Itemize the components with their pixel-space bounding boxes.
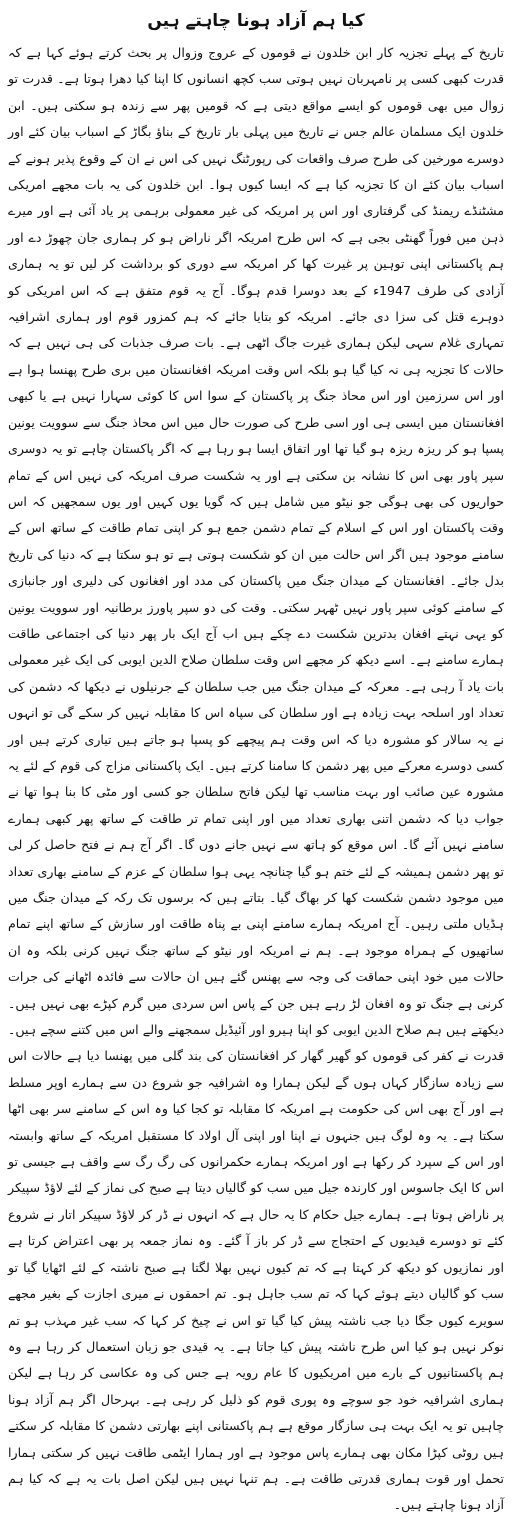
- article-body: [8, 40, 504, 1519]
- article-headline: کیا ہم آزاد ہونا چاہتے ہیں: [147, 11, 365, 31]
- article-paragraph: تاریخ کے پہلے تجزیہ کار ابن خلدون نے قوموں کے عروج وزوال پر بحث کرتے ہوئے کہا ہے کہ قدرت کبھی کسی پر نامہربان نہیں ہوتی سب کچھ انسانوں کا اپنا کیا دھرا ہوتا ہے۔ قدرت تو زوال میں بھی قوموں کو ایسے مواقع دیتی ہے کہ قومیں پھر سے زندہ ہو سکتی ہیں۔ ابن خلدون ایک مسلمان عالم جس نے تاریخ میں پہلی بار تاریخ کے بناؤ بگاڑ کے اسباب بیان کئے اور دوسرے مورخین کی طرح صرف واقعات کی رپورٹنگ نہیں کی اس نے ان کے وقوع پذیر ہونے کے اسباب بیان کئے ان کا تجزیہ کیا ہے کہ ایسا کیوں ہوا۔ ابن خلدون کی یہ بات مجھے امریکی مشٹنڈے ریمنڈ کی گرفتاری اور اس پر امریکہ کی غیر معمولی برہمی پر یاد آئی ہے اور میرے ذہن میں فوراً گھنٹی بجی ہے کہ اس طرح امریکہ اگر ناراض ہو کر ہماری جان چھوڑ دے اور ہم پاکستانی اپنی توہین پر غیرت کھا کر امریکہ سے دوری کو برداشت کر لیں تو یہ ہماری آزادی کی طرف 1947ء کے بعد دوسرا قدم ہوگا۔ آج یہ قوم متفق ہے کہ اس امریکی کو دوہرے قتل کی سزا دی جائے۔ امریکہ کو بتایا جائے کہ ہم کمزور قوم اور ہماری اشرافیہ تمہاری غلام سہی لیکن ہماری غیرت جاگ اٹھی ہے۔ بات صرف جذبات کی ہی نہیں ہے کہ حالات کا تجزیہ ہی نہ کیا گیا ہو بلکہ اس وقت امریکہ افغانستان میں بری طرح پھنسا ہوا ہے اور اس سرزمین اور اس محاذ جنگ پر پاکستان کے سوا اس کا کوئی سہارا نہیں ہے یا کبھی افغانستان میں ایسی ہی اور اسی طرح کی صورت حال میں اس محاذ جنگ سے سوویت یونین پسپا ہو کر ریزہ ریزہ ہو گیا تھا اور اتفاق ایسا ہو رہا ہے کہ اگر پاکستان چاہے تو یہ دوسری سپر پاور بھی اس کا نشانہ بن سکتی ہے اور یہ شکست صرف امریکہ کی نہیں اس کے تمام حواریوں کی بھی ہوگی جو نیٹو میں شامل ہیں کہ گویا یوں کہیں اور یوں سمجھیں کہ اس وقت پاکستان اور اس کے اسلام کے تمام دشمن جمع ہو کر اپنی تمام طاقت کے ساتھ اس کے سامنے موجود ہیں اگر اس حالت میں ان کو شکست ہوتی ہے تو ہو سکتا ہے کہ دنیا کی تاریخ بدل جائے۔ افغانستان کے میدان جنگ میں پاکستان کی مدد اور افغانوں کی دلیری اور جانبازی کے سامنے کوئی سپر پاور نہیں ٹھہر سکتی۔ وقت کی دو سپر پاورز برطانیہ اور سوویت یونین کو یہی نہتے افغان بدترین شکست دے چکے ہیں اب آج ایک بار پھر دنیا کی اجتماعی طاقت ہمارے سامنے ہے۔ اسے دیکھ کر مجھے اس وقت سلطان صلاح الدین ایوبی کی ایک غیر معمولی بات یاد آ رہی ہے۔ معرکہ کے میدان جنگ میں جب سلطان کے جرنیلوں نے دیکھا کہ دشمن کی تعداد اور اسلحہ بہت زیادہ ہے اور سلطان کی سپاہ اس کا مقابلہ نہیں کر سکے گی تو انہوں نے یہ سالار کو مشورہ دیا کہ اس وقت ہم پیچھے کو پسپا ہو جاتے ہیں تیاری کرتے ہیں اور کسی دوسرے معرکے میں پھر دشمن کا سامنا کرتے ہیں۔ ایک پاکستانی مزاج کی قوم کے لئے یہ مشورہ عین صائب اور بہت مناسب تھا لیکن فاتح سلطان جو کسی اور مٹی کا بنا ہوا تھا نے جواب دیا کہ دشمن اتنی بھاری تعداد میں اور اپنی تمام تر طاقت کے ساتھ پھر کبھی ہمارے سامنے نہیں آئے گا۔ اس موقع کو ہاتھ سے نہیں جانے دوں گا۔ اگر آج ہم نے فتح حاصل کر لی تو پھر دشمن ہمیشہ کے لئے ختم ہو گیا چنانچہ یہی ہوا سلطان کے عزم کے سامنے بھاری تعداد میں موجود دشمن شکست کھا کر بھاگ گیا۔ بتاتے ہیں کہ برسوں تک رکہ کے میدان جنگ میں ہڈیاں ملتی رہیں۔ آج امریکہ ہمارے سامنے اپنی بے پناہ طاقت اور سازش کے ساتھ اپنے تمام ساتھیوں کے ہمراہ موجود ہے۔ ہم نے امریکہ اور نیٹو کے ساتھ جنگ نہیں کرنی بلکہ وہ ان حالات میں خود اپنی حماقت کی وجہ سے پھنس گئے ہیں ان حالات سے فائدہ اٹھانے کی جرات کرنی ہے جنگ تو وہ افغان لڑ رہے ہیں جن کے پاس اس سردی میں گرم کپڑے بھی نہیں ہیں۔ دیکھتے ہیں ہم صلاح الدین ایوبی کو اپنا ہیرو اور آئیڈیل سمجھنے والے اس میں کتنے سچے ہیں۔ قدرت نے کفر کی قوموں کو گھیر گھار کر افغانستان کی بند گلی میں پھنسا دیا ہے حالات اس سے زیادہ سازگار کہاں ہوں گے لیکن ہمارا وہ اشرافیہ جو شروع دن سے ہمارے اوپر مسلط ہے اور آج بھی اس کی حکومت ہے امریکہ کا مقابلہ تو کجا کیا وہ اس کے سامنے سر بھی اٹھا سکتا ہے۔ یہ وہ لوگ ہیں جنہوں نے اپنا اور اپنی آل اولاد کا مستقبل امریکہ کے ساتھ وابستہ اور اس کے سپرد کر رکھا ہے اور امریکہ ہمارے حکمرانوں کی رگ رگ سے واقف ہے جیسی تو اس کا ایک جاسوس اور کارندہ جیل میں سب کو گالیاں دیتا ہے صبح کی نماز کے لئے لاؤڈ سپیکر پر ناراض ہوتا ہے۔ ہمارے جیل حکام کا یہ حال ہے کہ انہوں نے ڈر کر لاؤڈ سپیکر اتار نے شروع کئے تو دوسرے قیدیوں کے احتجاج سے ڈر کر باز آ گئے۔ وہ نماز جمعہ پر بھی اعتراض کرتا ہے اور نمازیوں کو دیکھ کر کہتا ہے کہ تم کیوں نہیں بھلا لگتا ہے صبح ناشتہ کے لئے اٹھایا گیا تو سب کو گالیاں دیتے ہوئے کہا کہ تم سب جاہل ہو۔ تم احمقوں نے میری اجازت کے بغیر مجھے سویرے کیوں جگا دیا جب ناشتہ پیش کیا گیا تو اس نے چیخ کر کہا کہ سب غیر مہذب ہو تم نوکر نہیں ہو کیا اس طرح ناشتہ پیش کیا جاتا ہے۔ یہ قیدی جو زبان استعمال کر رہا ہے وہ ہم پاکستانیوں کے بارے میں امریکیوں کا عام رویہ ہے جس کی وہ عکاسی کر رہا ہے لیکن ہماری اشرافیہ خود جو سوچے وہ پوری قوم کو ذلیل کر رہی ہے۔ بہرحال اگر ہم آزاد ہونا چاہیں تو یہ ایک بہت ہی سازگار موقع ہے ہم پاکستانی اپنے بھارتی دشمن کا مقابلہ کر سکتے ہیں روٹی کپڑا مکان بھی ہمارے پاس موجود ہے اور ہمارا ایٹمی طاقت نہیں کر سکتی ہمارا تحمل اور قوت ہماری قدرتی طاقت ہے۔ ہم تنہا نہیں ہیں لیکن اصل بات یہ ہے کہ کیا ہم آزاد ہونا چاہتے ہیں۔: [8, 45, 504, 1513]
